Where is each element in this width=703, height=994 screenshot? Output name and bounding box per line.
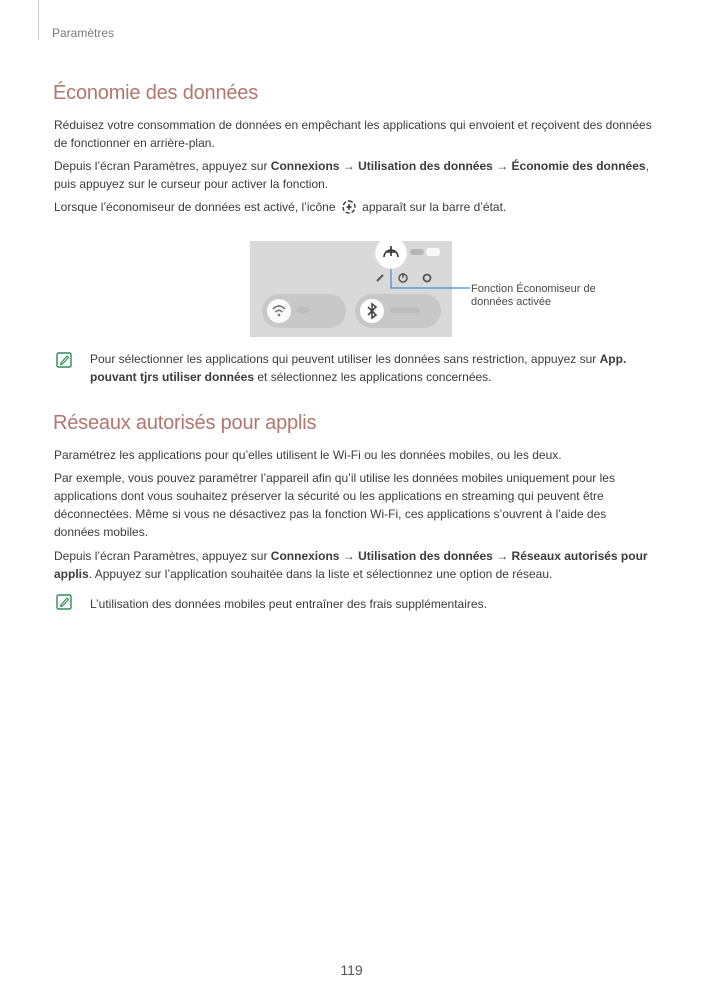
note-prefix: Pour sélectionner les applications qui peuvent utiliser les données sans restriction, appuyez sur [90, 352, 600, 366]
arrow: → [496, 159, 509, 173]
step-prefix: Depuis l’écran Paramètres, appuyez sur [54, 159, 271, 173]
allowed-networks-steps [54, 547, 654, 583]
allowed-networks-p2: Par exemple, vous pouvez paramétrer l’appareil afin qu’il utilise les données mobiles uniquement pour les applications dont vous souhaitez préserver la sécurité ou les applications en streaming qui peuvent être déconnectées. Même si vous ne désactivez pas la fonction Wi-Fi, ces applications s’ouvrent à l’aide des données mobiles. [54, 471, 615, 539]
data-saver-intro: Réduisez votre consommation de données en empêchant les applications qui envoient et reçoivent des données de fonctionner en arrière-plan. [54, 118, 652, 150]
path-allowed-networks: Réseaux autorisés pour applis [54, 549, 648, 581]
icon-line-suffix: apparaît sur la barre d’état. [358, 200, 507, 214]
step-prefix: Depuis l’écran Paramètres, appuyez sur [54, 549, 271, 563]
callout-label: Fonction Économiseur de données activée [471, 283, 596, 308]
note-suffix: et sélectionnez les applications concernées. [254, 370, 492, 384]
section-title-allowed-networks: Réseaux autorisés pour applis [53, 412, 317, 434]
icon-line-prefix: Lorsque l’économiseur de données est activé, l’icône [54, 200, 339, 214]
data-saver-note [90, 350, 650, 386]
data-saver-icon [341, 199, 357, 215]
step-suffix: . Appuyez sur l’application souhaitée dans la liste et sélectionnez une option de réseau. [88, 567, 553, 581]
page-header: Paramètres [52, 26, 115, 40]
note-icon [56, 352, 72, 368]
path-connexions: Connexions [270, 549, 340, 563]
allowed-networks-p1: Paramétrez les applications pour qu’elles utilisent le Wi-Fi ou les données mobiles, ou les deux. [54, 448, 562, 462]
header-divider [38, 0, 39, 40]
arrow: → [342, 159, 355, 173]
quick-panel-illustration [250, 241, 452, 337]
quick-panel-screenshot [250, 241, 452, 337]
arrow: → [342, 549, 355, 563]
mobile-data-cost-note: L’utilisation des données mobiles peut entraîner des frais supplémentaires. [90, 597, 487, 611]
arrow: → [496, 549, 509, 563]
callout-line [452, 287, 470, 289]
data-saver-icon-line [54, 198, 654, 216]
data-saver-steps [54, 157, 654, 193]
page-number: 119 [340, 962, 363, 978]
path-data-saver: Économie des données [511, 159, 646, 173]
path-data-usage: Utilisation des données [358, 549, 493, 563]
note-bold: App. pouvant tjrs utiliser données [90, 352, 627, 384]
path-data-usage: Utilisation des données [358, 159, 493, 173]
path-connexions: Connexions [270, 159, 340, 173]
note-icon [56, 594, 72, 610]
step-suffix: , puis appuyez sur le curseur pour activer la fonction. [54, 159, 649, 191]
section-title-data-saver: Économie des données [53, 82, 259, 104]
